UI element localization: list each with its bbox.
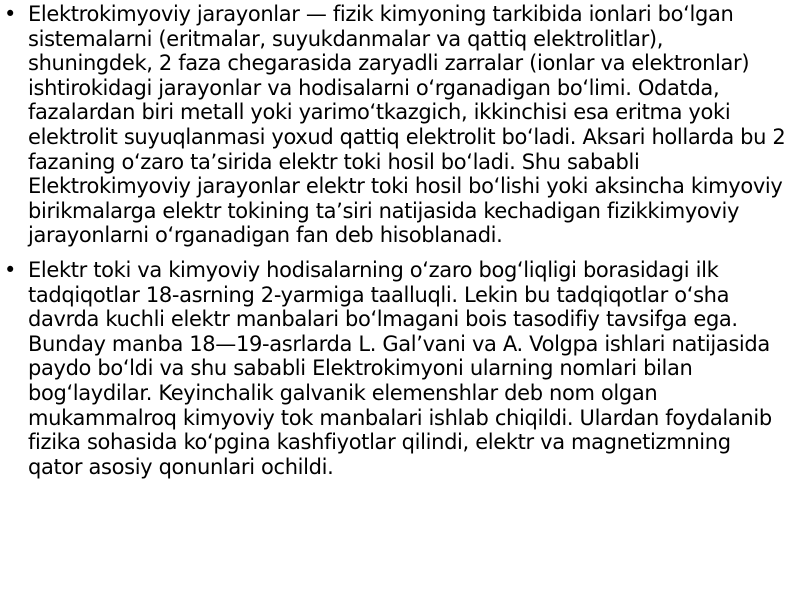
bullet-icon: • [4, 2, 17, 26]
bullet-list [0, 2, 800, 479]
bullet-item-electrochemical-processes [0, 2, 800, 248]
bullet-icon: • [4, 257, 17, 282]
paragraph-text: Elektr toki va kimyoviy hodisalarning oʻzaro bogʻliqligi borasidagi ilk tadqiqotlar 18-asrning 2-yarmiga taalluqli. Lekin bu tadqiqotlar oʻsha davrda kuchli elektr manbalari boʻlmagani bois tasodifiy tavsifga ega. Bunday manba 18—19-asrlarda L. Galʼvani va A. Volgpa ishlari natijasida paydo boʻldi va shu sababli Elektrokimyoni ularning nomlari bilan bogʻlaydilar. Keyinchalik galvanik elemenshlar deb nom olgan mukammalroq kimyoviy tok manbalari ishlab chiqildi. Ulardan foydalanib fizika sohasida koʻpgina kashfiyotlar qilindi, elektr va magnetizmning qator asosiy qonunlari ochildi. [28, 257, 772, 479]
bullet-item-history [0, 258, 800, 479]
paragraph-text: Elektrokimyoviy jarayonlar — fizik kimyoning tarkibida ionlari boʻlgan sistemalarni (eritmalar, suyukdanmalar va qattiq elektrolitlar), shuningdek, 2 faza chegarasida zaryadli zarralar (ionlar va elektronlar) ishtirokidagi jarayonlar va hodisalarni oʻrganadigan boʻlimi. Odatda, fazalardan biri metall yoki yarimoʻtkazgich, ikkinchisi esa eritma yoki elektrolit suyuqlanmasi yoxud qattiq elektrolit boʻladi. Aksari hollarda bu 2 fazaning oʻzaro taʼsirida elektr toki hosil boʻladi. Shu sababli Elektrokimyoviy jarayonlar elektr toki hosil boʻlishi yoki aksincha kimyoviy birikmalarga elektr tokining taʼsiri natijasida kechadigan fizikkimyoviy jarayonlarni oʻrganadigan fan deb hisoblanadi. [28, 2, 786, 248]
